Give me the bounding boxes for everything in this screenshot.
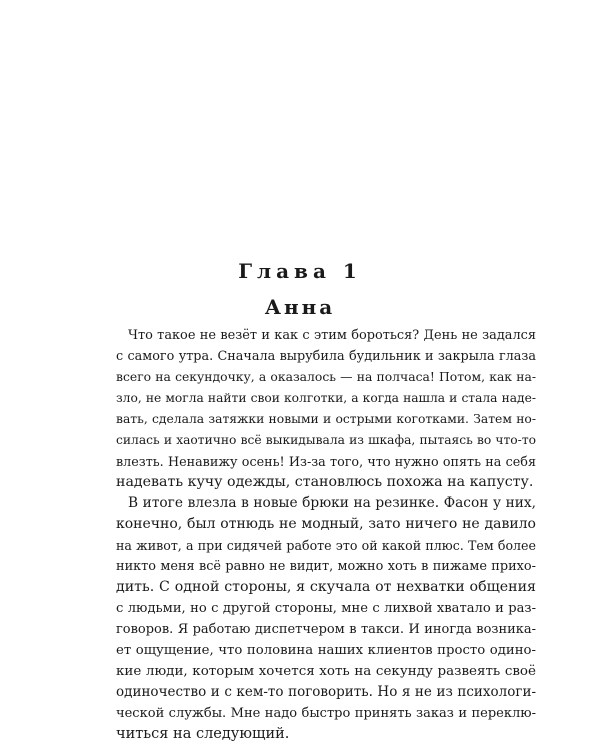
text-line: кие люди, которым хочется хоть на секунду развеять своё <box>116 664 536 679</box>
chapter-heading: Глава 1 <box>238 259 362 283</box>
text-line: силась и хаотично всё выкидывала из шкафа, пытаясь во что-то <box>116 433 536 447</box>
text-line: одиночество и с кем-то поговорить. Но я не из психологи- <box>116 684 536 700</box>
paragraph-2 <box>116 493 536 745</box>
text-line: В итоге влезла в новые брюки на резинке. Фасон у них, <box>128 495 536 511</box>
text-line: с людьми, но с другой стороны, мне с лихвой хватало и раз- <box>116 601 536 616</box>
text-line: Что такое не везёт и как с этим бороться? День не задался <box>128 328 536 343</box>
text-line: всего на секундочку, а оказалось — на полчаса! Потом, как на- <box>116 370 536 384</box>
chapter-subtitle: Анна <box>264 295 336 319</box>
text-line: влезть. Ненавижу осень! Из-за того, что нужно опять на себя <box>116 454 536 469</box>
text-line: зло, не могла найти свои колготки, а когда нашла и стала наде- <box>116 391 536 405</box>
paragraph-1 <box>116 325 536 493</box>
text-line: надевать кучу одежды, становлюсь похожа на капусту. <box>116 474 534 490</box>
text-line: читься на следующий. <box>116 726 290 742</box>
text-line: ет ощущение, что половина наших клиентов просто одино- <box>116 643 536 658</box>
text-line: никто меня всё равно не видит, можно хоть в пижаме прихо- <box>116 559 536 574</box>
text-line: на живот, а при сидячей работе это ой какой плюс. Тем более <box>116 538 536 553</box>
text-line: говоров. Я работаю диспетчером в такси. И иногда возника- <box>116 622 536 637</box>
text-line: ческой службы. Мне надо быстро принять заказ и переклю- <box>116 706 536 721</box>
text-line: вать, сделала затяжки новыми и острыми коготками. Затем но- <box>116 412 536 426</box>
chapter-text <box>116 325 536 745</box>
text-line: дить. С одной стороны, я скучала от нехватки общения <box>116 579 536 595</box>
text-line: конечно, был отнюдь не модный, зато ничего не давило <box>116 516 536 532</box>
text-line: с самого утра. Сначала вырубила будильник и закрыла глаза <box>116 349 536 364</box>
